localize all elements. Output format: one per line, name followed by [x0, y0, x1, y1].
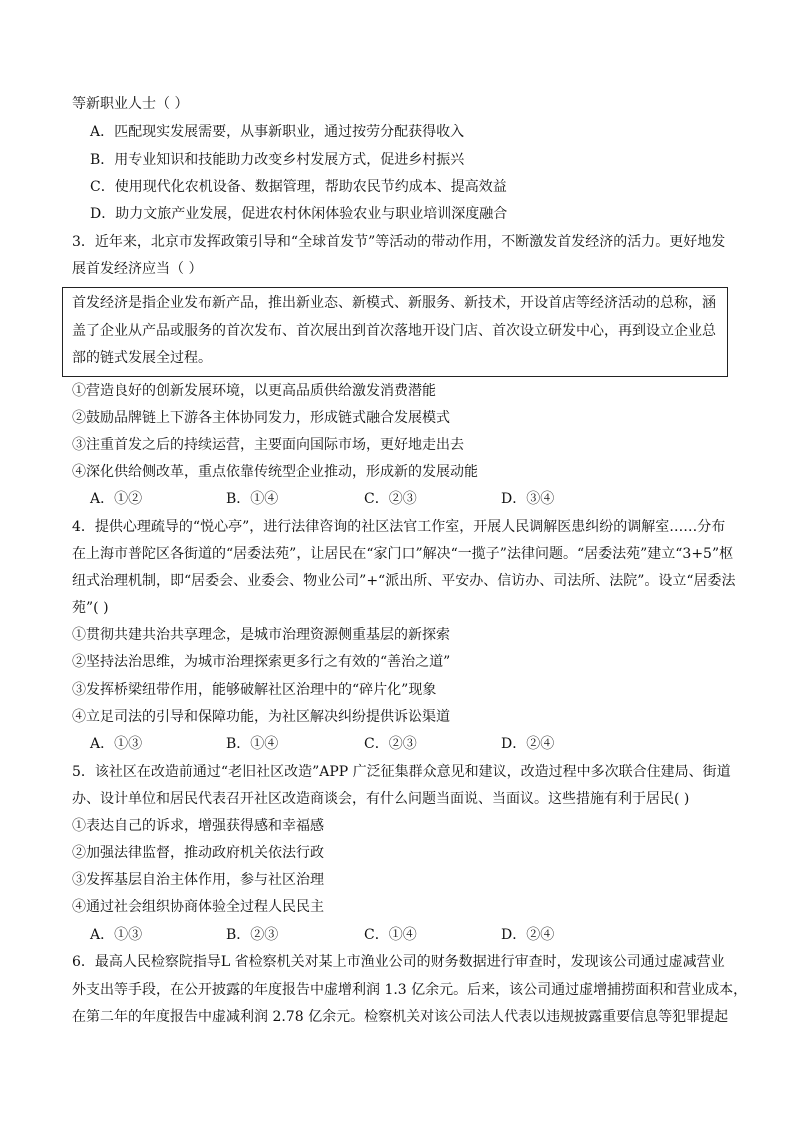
q2-option-c: C．使用现代化农机设备、数据管理，帮助农民节约成本、提高效益 — [90, 179, 507, 195]
q4-choice-a[interactable]: A．①③ — [90, 736, 143, 752]
q5-stem-line-2: 办、设计单位和居民代表召开社区改造商谈会，有什么问题当面说、当面议。这些措施有利于居民( ) — [72, 791, 690, 807]
q3-material-line-1: 首发经济是指企业发布新产品，推出新业态、新模式、新服务、新技术，开设首店等经济活动的总称，涵 — [72, 295, 716, 311]
q5-statement-2: ②加强法律监督，推动政府机关依法行政 — [72, 845, 324, 861]
q3-choice-c[interactable]: C．②③ — [364, 491, 417, 507]
q2-option-d: D．助力文旅产业发展，促进农村休闲体验农业与职业培训深度融合 — [90, 206, 508, 222]
q4-statement-2: ②坚持法治思维，为城市治理探索更多行之有效的“善治之道” — [72, 654, 451, 670]
q5-choice-b[interactable]: B．②③ — [226, 927, 279, 943]
q5-statement-4: ④通过社会组织协商体验全过程人民民主 — [72, 899, 324, 915]
q6-stem-line-2: 外支出等手段，在公开披露的年度报告中虚增利润 1.3 亿余元。后来，该公司通过虚增捕捞面积和营业成本， — [72, 982, 748, 998]
q4-choice-c[interactable]: C．②③ — [364, 736, 417, 752]
q3-choice-b[interactable]: B．①④ — [226, 491, 279, 507]
q4-stem-line-4: 苑”( ) — [72, 600, 109, 616]
q5-statement-3: ③发挥基层自治主体作用，参与社区治理 — [72, 872, 324, 888]
q6-stem-line-3: 在第二年的年度报告中虚减利润 2.78 亿余元。检察机关对该公司法人代表以违规披露重要信息等犯罪提起 — [72, 1009, 729, 1025]
q5-choices — [90, 925, 554, 945]
q5-choice-c[interactable]: C．①④ — [364, 927, 417, 943]
q3-choice-a[interactable]: A．①② — [90, 491, 143, 507]
q4-stem-line-1: 4．提供心理疏导的“悦心亭”，进行法律咨询的社区法官工作室，开展人民调解医患纠纷的调解室……分布 — [72, 519, 726, 535]
q3-choice-d[interactable]: D．③④ — [501, 491, 555, 507]
q5-choice-a[interactable]: A．①③ — [90, 927, 143, 943]
q3-material-line-2: 盖了企业从产品或服务的首次发布、首次展出到首次落地开设门店、首次设立研发中心，再到设立企业总 — [72, 323, 716, 339]
q5-statement-1: ①表达自己的诉求，增强获得感和幸福感 — [72, 818, 324, 834]
q4-statement-4: ④立足司法的引导和保障功能，为社区解决纠纷提供诉讼渠道 — [72, 709, 450, 725]
q4-stem-line-2: 在上海市普陀区各街道的“居委法苑”，让居民在“家门口”解决“一揽子”法律问题。“居委法苑”建立“3+5”枢 — [72, 546, 734, 562]
q2-option-b: B．用专业知识和技能助力改变乡村发展方式，促进乡村振兴 — [90, 152, 465, 168]
q4-statement-1: ①贯彻共建共治共享理念，是城市治理资源侧重基层的新探索 — [72, 627, 450, 643]
q3-statement-3: ③注重首发之后的持续运营，主要面向国际市场，更好地走出去 — [72, 437, 464, 453]
q6-stem-line-1: 6．最高人民检察院指导L 省检察机关对某上市渔业公司的财务数据进行审查时，发现该公司通过虚减营业 — [72, 954, 725, 970]
q2-option-a: A．匹配现实发展需要，从事新职业，通过按劳分配获得收入 — [90, 124, 465, 140]
q4-stem-line-3: 纽式治理机制，即“居委会、业委会、物业公司”+“派出所、平安办、信访办、司法所、法院”。设立“居委法 — [72, 573, 736, 589]
q3-material-box — [62, 287, 728, 377]
q4-choice-b[interactable]: B．①④ — [226, 736, 279, 752]
q3-statement-1: ①营造良好的创新发展环境，以更高品质供给激发消费潜能 — [72, 383, 436, 399]
q2-stem-tail: 等新职业人士（ ） — [72, 96, 189, 112]
q5-stem-line-1: 5．该社区在改造前通过“老旧社区改造”APP 广泛征集群众意见和建议，改造过程中多次联合住建局、街道 — [72, 764, 731, 780]
q5-choice-d[interactable]: D．②④ — [501, 927, 555, 943]
q3-choices — [90, 489, 554, 509]
q4-statement-3: ③发挥桥梁纽带作用，能够破解社区治理中的“碎片化”现象 — [72, 682, 437, 698]
q3-material-line-3: 部的链式发展全过程。 — [72, 350, 212, 366]
q3-statement-2: ②鼓励品牌链上下游各主体协同发力，形成链式融合发展模式 — [72, 410, 450, 426]
q4-choice-d[interactable]: D．②④ — [501, 736, 555, 752]
q3-stem-line-2: 展首发经济应当（ ） — [72, 261, 203, 277]
q3-stem-line-1: 3．近年来，北京市发挥政策引导和“全球首发节”等活动的带动作用，不断激发首发经济的活力。更好地发 — [72, 234, 726, 250]
q3-statement-4: ④深化供给侧改革，重点依靠传统型企业推动，形成新的发展动能 — [72, 464, 478, 480]
q4-choices — [90, 734, 554, 754]
